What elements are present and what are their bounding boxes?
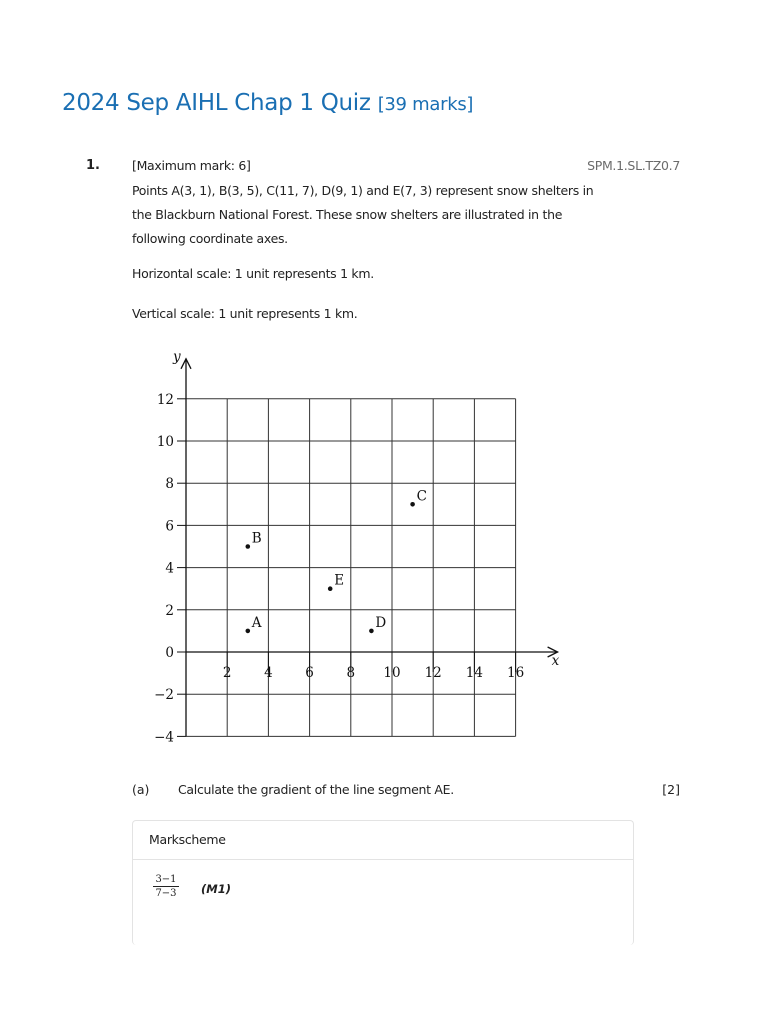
markscheme-heading[interactable]: Markscheme [133, 821, 633, 860]
y-tick-label: −2 [154, 687, 174, 704]
y-tick-label: 10 [156, 434, 174, 450]
y-tick-label: 12 [156, 391, 174, 408]
coordinate-graph [140, 340, 580, 750]
y-axis-label: y [173, 348, 181, 365]
point-b [246, 544, 251, 549]
y-tick-label: 2 [165, 602, 174, 619]
part-a-marks: [2] [662, 782, 680, 797]
point-label-c: C [416, 488, 427, 505]
x-axis-label: x [551, 653, 560, 669]
y-tick-label: −4 [154, 729, 174, 746]
x-tick-label: 8 [346, 665, 356, 681]
point-d [369, 629, 374, 634]
x-tick-label: 16 [507, 665, 525, 681]
maximum-mark: [Maximum mark: 6] [132, 158, 251, 173]
point-label-a: A [251, 614, 262, 631]
point-e [328, 586, 333, 591]
question-reference: SPM.1.SL.TZ0.7 [587, 158, 680, 173]
x-tick-label: 6 [305, 665, 314, 681]
point-label-d: D [375, 614, 387, 631]
y-tick-label: 8 [165, 476, 174, 493]
question-text: Points A(3, 1), B(3, 5), C(11, 7), D(9, 1) and E(7, 3) represent snow shelters in the Blackburn National Forest. These snow shelters are illustrated in the following coordinate axes. [132, 183, 594, 246]
x-tick-label: 10 [383, 665, 401, 681]
y-tick-label: 4 [165, 560, 174, 577]
page-title [62, 90, 473, 116]
total-marks: [39 marks] [377, 94, 474, 115]
part-a-text: Calculate the gradient of the line segment AE. [178, 782, 454, 797]
fraction-denominator: 7−3 [155, 888, 177, 899]
gradient-fraction [153, 874, 179, 899]
x-tick-label: 12 [424, 665, 442, 681]
quiz-title: 2024 Sep AIHL Chap 1 Quiz [62, 90, 371, 116]
point-a [246, 629, 251, 634]
question-number: 1. [86, 158, 100, 173]
markscheme-panel [132, 820, 634, 945]
part-a-label: (a) [132, 782, 150, 797]
point-label-e: E [334, 572, 345, 589]
y-tick-label: 0 [165, 645, 174, 661]
y-tick-label: 6 [165, 518, 174, 535]
method-mark: (M1) [201, 882, 231, 896]
x-tick-label: 4 [264, 665, 273, 681]
point-label-b: B [251, 530, 262, 547]
point-c [410, 502, 415, 507]
horizontal-scale-text: Horizontal scale: 1 unit represents 1 km. [132, 266, 374, 281]
markscheme-body [133, 860, 633, 946]
x-tick-label: 14 [465, 665, 483, 681]
x-tick-label: 2 [222, 665, 232, 681]
fraction-numerator: 3−1 [153, 874, 179, 887]
vertical-scale-text: Vertical scale: 1 unit represents 1 km. [132, 306, 358, 321]
